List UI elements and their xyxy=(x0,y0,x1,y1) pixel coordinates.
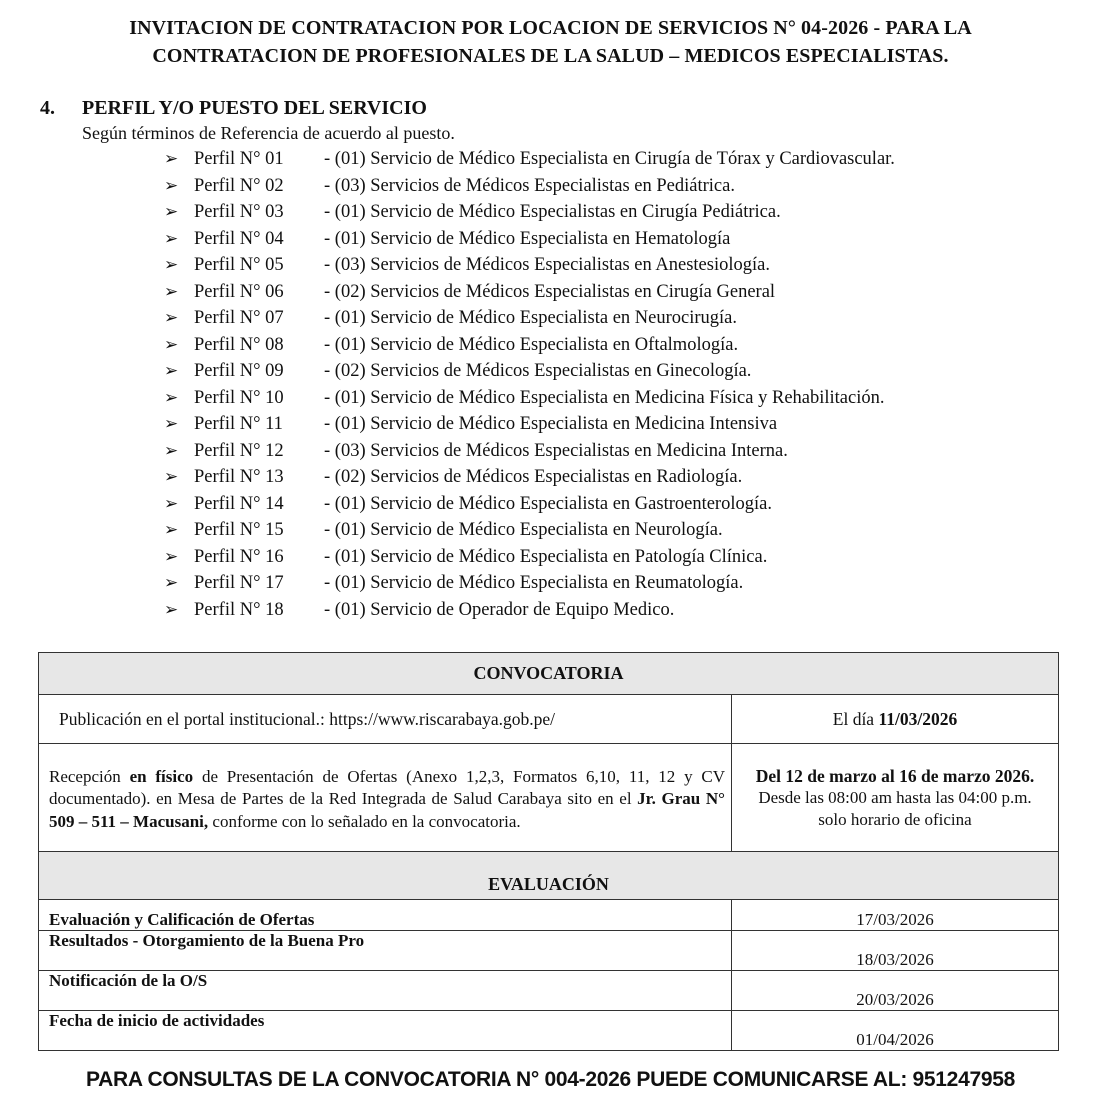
profile-text: - (01) Servicio de Médico Especialista en Reumatología. xyxy=(324,573,744,593)
publication-date: 11/03/2026 xyxy=(878,708,958,729)
section-title: PERFIL Y/O PUESTO DEL SERVICIO xyxy=(82,97,427,119)
arrow-bullet-icon: ➢ xyxy=(164,414,179,433)
evaluation-row-date: 01/04/2026 xyxy=(732,1011,1059,1051)
profile-item xyxy=(164,411,895,438)
reception-note: solo horario de oficina xyxy=(818,809,972,829)
reception-text-2: de Presentación de Ofertas (Anexo 1,2,3, Formatos 6,10, 11, 12 y CV documentado). en Mesa de Partes de la Red Integrada de Salud Carabaya sito en el xyxy=(49,766,725,809)
profile-id: Perfil N° 15 xyxy=(194,520,284,540)
profile-item xyxy=(164,332,895,359)
profile-id: Perfil N° 14 xyxy=(194,493,284,514)
profile-id: Perfil N° 18 xyxy=(194,599,284,620)
profile-list xyxy=(164,146,895,623)
title-line-1: INVITACION DE CONTRATACION POR LOCACION DE SERVICIOS N° 04-2026 - PARA LA xyxy=(129,17,972,39)
profile-item xyxy=(164,385,895,412)
arrow-bullet-icon: ➢ xyxy=(164,520,179,539)
arrow-bullet-icon: ➢ xyxy=(164,308,179,327)
reception-text-3: conforme con lo señalado en la convocatoria. xyxy=(208,811,521,831)
document-title xyxy=(0,14,1101,70)
contact-footer: PARA CONSULTAS DE LA CONVOCATORIA N° 004-2026 PUEDE COMUNICARSE AL: 951247958 xyxy=(86,1068,1015,1091)
arrow-bullet-icon: ➢ xyxy=(164,467,179,486)
evaluation-row-date: 17/03/2026 xyxy=(732,900,1059,931)
profile-id: Perfil N° 17 xyxy=(194,573,284,593)
profile-item xyxy=(164,438,895,465)
evaluation-row-label: Fecha de inicio de actividades xyxy=(39,1011,732,1051)
arrow-bullet-icon: ➢ xyxy=(164,361,179,380)
profile-text: - (01) Servicio de Médico Especialista en Neurología. xyxy=(324,520,723,540)
profile-text: - (01) Servicio de Operador de Equipo Medico. xyxy=(324,599,675,620)
profile-id: Perfil N° 10 xyxy=(194,387,284,408)
section-subtitle: Según términos de Referencia de acuerdo al puesto. xyxy=(82,123,455,143)
profile-id: Perfil N° 05 xyxy=(194,255,284,275)
profile-id: Perfil N° 07 xyxy=(194,308,284,328)
evaluation-row-label: Notificación de la O/S xyxy=(39,971,732,1011)
profile-text: - (01) Servicio de Médico Especialista en Cirugía de Tórax y Cardiovascular. xyxy=(324,149,895,169)
profile-text: - (02) Servicios de Médicos Especialistas en Cirugía General xyxy=(324,281,776,302)
profile-item xyxy=(164,199,895,226)
profile-text: - (03) Servicios de Médicos Especialistas en Anestesiología. xyxy=(324,255,770,275)
profile-item xyxy=(164,464,895,491)
profile-text: - (01) Servicio de Médico Especialista en Medicina Intensiva xyxy=(324,414,778,434)
arrow-bullet-icon: ➢ xyxy=(164,228,179,248)
convocatoria-header: CONVOCATORIA xyxy=(39,653,1059,695)
title-line-2: CONTRATACION DE PROFESIONALES DE LA SALUD – MEDICOS ESPECIALISTAS. xyxy=(152,45,949,67)
reception-address: Jr. Grau N° 509 – 511 – Macusani, xyxy=(49,789,725,831)
evaluation-row-label: Resultados - Otorgamiento de la Buena Pro xyxy=(39,931,732,971)
profile-text: - (02) Servicios de Médicos Especialistas en Radiología. xyxy=(324,467,743,487)
arrow-bullet-icon: ➢ xyxy=(164,493,179,513)
profile-id: Perfil N° 13 xyxy=(194,467,284,487)
publication-date-prefix: El día xyxy=(832,708,879,729)
profile-text: - (01) Servicio de Médico Especialista en Neurocirugía. xyxy=(324,308,738,328)
profile-id: Perfil N° 11 xyxy=(194,414,283,434)
section-heading xyxy=(40,95,427,121)
arrow-bullet-icon: ➢ xyxy=(164,334,179,354)
profile-item xyxy=(164,358,895,385)
profile-text: - (01) Servicio de Médico Especialista en Gastroenterología. xyxy=(324,493,772,514)
profile-item xyxy=(164,544,895,571)
arrow-bullet-icon: ➢ xyxy=(164,149,179,168)
profile-id: Perfil N° 16 xyxy=(194,546,284,567)
profile-id: Perfil N° 01 xyxy=(194,149,284,169)
arrow-bullet-icon: ➢ xyxy=(164,202,179,221)
profile-item xyxy=(164,597,895,624)
profile-item xyxy=(164,226,895,253)
profile-text: - (01) Servicio de Médico Especialista en Medicina Física y Rehabilitación. xyxy=(324,387,885,408)
arrow-bullet-icon: ➢ xyxy=(164,599,179,619)
profile-text: - (01) Servicio de Médico Especialista en Oftalmología. xyxy=(324,334,739,355)
profile-item xyxy=(164,570,895,597)
arrow-bullet-icon: ➢ xyxy=(164,175,179,195)
profile-text: - (01) Servicio de Médico Especialistas en Cirugía Pediátrica. xyxy=(324,202,781,222)
schedule-table xyxy=(38,652,1059,1051)
profile-id: Perfil N° 09 xyxy=(194,361,284,381)
evaluation-row-date: 18/03/2026 xyxy=(732,931,1059,971)
reception-period: Del 12 de marzo al 16 de marzo 2026. xyxy=(755,765,1035,786)
arrow-bullet-icon: ➢ xyxy=(164,546,179,566)
arrow-bullet-icon: ➢ xyxy=(164,573,179,592)
reception-text-1: Recepción xyxy=(49,766,130,786)
reception-hours: Desde las 08:00 am hasta las 04:00 p.m. xyxy=(758,787,1032,807)
arrow-bullet-icon: ➢ xyxy=(164,387,179,407)
profile-id: Perfil N° 02 xyxy=(194,175,284,196)
reception-description xyxy=(39,744,732,852)
evaluation-row-date: 20/03/2026 xyxy=(732,971,1059,1011)
evaluation-row-label: Evaluación y Calificación de Ofertas xyxy=(39,900,732,931)
profile-id: Perfil N° 04 xyxy=(194,228,284,249)
profile-item xyxy=(164,517,895,544)
profile-id: Perfil N° 06 xyxy=(194,281,284,302)
profile-text: - (01) Servicio de Médico Especialista en Patología Clínica. xyxy=(324,546,768,567)
profile-text: - (03) Servicios de Médicos Especialistas en Pediátrica. xyxy=(324,175,735,196)
arrow-bullet-icon: ➢ xyxy=(164,440,179,460)
profile-item xyxy=(164,491,895,518)
arrow-bullet-icon: ➢ xyxy=(164,255,179,274)
profile-id: Perfil N° 12 xyxy=(194,440,284,461)
profile-id: Perfil N° 03 xyxy=(194,202,284,222)
profile-item xyxy=(164,279,895,306)
publication-date-cell xyxy=(732,695,1059,744)
profile-item xyxy=(164,146,895,173)
profile-id: Perfil N° 08 xyxy=(194,334,284,355)
publication-label: Publicación en el portal institucional.: https://www.riscarabaya.gob.pe/ xyxy=(39,695,732,744)
evaluacion-header: EVALUACIÓN xyxy=(39,852,1059,900)
profile-text: - (01) Servicio de Médico Especialista en Hematología xyxy=(324,228,731,249)
profile-item xyxy=(164,252,895,279)
arrow-bullet-icon: ➢ xyxy=(164,281,179,301)
reception-text-bold-1: en físico xyxy=(129,766,194,786)
section-number: 4. xyxy=(40,97,55,119)
profile-item xyxy=(164,305,895,332)
profile-text: - (03) Servicios de Médicos Especialistas en Medicina Interna. xyxy=(324,440,788,461)
profile-item xyxy=(164,173,895,200)
profile-text: - (02) Servicios de Médicos Especialistas en Ginecología. xyxy=(324,361,752,381)
reception-period-cell xyxy=(732,744,1059,852)
